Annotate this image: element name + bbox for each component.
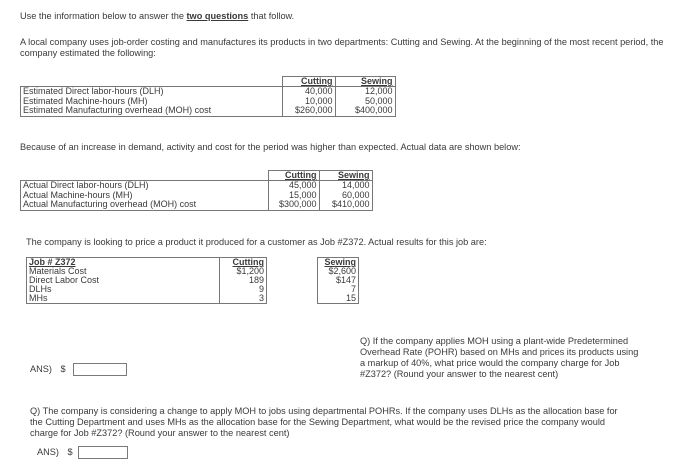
job-sewing-dlhs: 7 <box>318 285 359 294</box>
actual-sewing-dlh: 14,000 <box>319 181 372 191</box>
table-row <box>27 285 359 294</box>
ans-label: ANS) <box>37 447 59 457</box>
job-table <box>26 257 359 304</box>
job-cutting-mhs: 3 <box>220 294 267 304</box>
estimated-row-label: Estimated Direct labor-hours (DLH) <box>21 87 283 97</box>
estimated-sewing-mh: 50,000 <box>335 97 395 106</box>
job-sewing-mhs: 15 <box>318 294 359 304</box>
job-sewing-materials: $2,600 <box>318 267 359 276</box>
job-row-label: Direct Labor Cost <box>27 276 220 285</box>
job-paragraph: The company is looking to price a product it produced for a customer as Job #Z372. Actual results for this job are: <box>26 237 487 247</box>
intro-suffix: that follow. <box>250 11 295 21</box>
question-1-text: Q) If the company applies MOH using a plant-wide Predetermined Overhead Rate (POHR) based on MHs and prices its products using a markup of 40%, what price would the company charge for Job #Z372? (Round your answer to the nearest cent) <box>360 336 639 380</box>
actual-cutting-mh: 15,000 <box>268 191 319 200</box>
intro-paragraph: A local company uses job-order costing and manufactures its products in two departments: Cutting and Sewing. At the beginning of the most recent period, the company estimated the following: <box>20 37 664 59</box>
job-cutting-labor: 189 <box>220 276 267 285</box>
table-row <box>21 200 373 210</box>
actual-row-label: Actual Manufacturing overhead (MOH) cost <box>21 200 269 210</box>
job-row-label: MHs <box>27 294 220 304</box>
currency-sign: $ <box>60 364 66 374</box>
estimated-row-label: Estimated Machine-hours (MH) <box>21 97 283 106</box>
currency-sign: $ <box>67 447 73 457</box>
table-row <box>27 294 359 304</box>
job-title: Job # Z372 <box>27 258 220 268</box>
job-cutting-materials: $1,200 <box>220 267 267 276</box>
actual-paragraph: Because of an increase in demand, activity and cost for the period was higher than expected. Actual data are shown below: <box>20 142 521 152</box>
actual-cutting-moh: $300,000 <box>268 200 319 210</box>
actual-sewing-mh: 60,000 <box>319 191 372 200</box>
intro-prefix: Use the information below to answer the <box>20 11 184 21</box>
actual-row-label: Actual Direct labor-hours (DLH) <box>21 181 269 191</box>
estimated-cutting-mh: 10,000 <box>282 97 335 106</box>
actual-sewing-moh: $410,000 <box>319 200 372 210</box>
actual-header-cutting: Cutting <box>268 171 319 181</box>
estimated-header-sewing: Sewing <box>335 77 395 87</box>
job-sewing-labor: $147 <box>318 276 359 285</box>
actual-table <box>20 170 373 211</box>
job-row-label: DLHs <box>27 285 220 294</box>
question-2-text: Q) The company is considering a change to apply MOH to jobs using departmental POHRs. If the company uses DLHs as the allocation base for the Cutting Department and uses MHs as the allocation base for the Sewing Department, what would be the revised price the company would charge for Job #Z372? (Round your answer to the nearest cent) <box>30 406 618 439</box>
job-header-cutting: Cutting <box>220 258 267 268</box>
actual-row-label: Actual Machine-hours (MH) <box>21 191 269 200</box>
estimated-cutting-dlh: 40,000 <box>282 87 335 97</box>
estimated-table <box>20 76 396 117</box>
question-1-answer-label <box>30 364 66 375</box>
question-2-answer-input[interactable] <box>78 446 128 459</box>
actual-header-sewing: Sewing <box>319 171 372 181</box>
question-1-answer-input[interactable] <box>73 363 127 376</box>
estimated-header-cutting: Cutting <box>282 77 335 87</box>
job-cutting-dlhs: 9 <box>220 285 267 294</box>
estimated-sewing-moh: $400,000 <box>335 106 395 116</box>
intro-emphasis: two questions <box>186 11 249 21</box>
job-header-sewing: Sewing <box>318 258 359 268</box>
question-2-answer-label <box>37 447 73 458</box>
estimated-row-label: Estimated Manufacturing overhead (MOH) cost <box>21 106 283 116</box>
estimated-cutting-moh: $260,000 <box>282 106 335 116</box>
estimated-sewing-dlh: 12,000 <box>335 87 395 97</box>
ans-label: ANS) <box>30 364 52 374</box>
table-row <box>27 276 359 285</box>
job-row-label: Materials Cost <box>27 267 220 276</box>
table-row <box>21 106 396 116</box>
actual-cutting-dlh: 45,000 <box>268 181 319 191</box>
intro-line <box>20 11 294 22</box>
